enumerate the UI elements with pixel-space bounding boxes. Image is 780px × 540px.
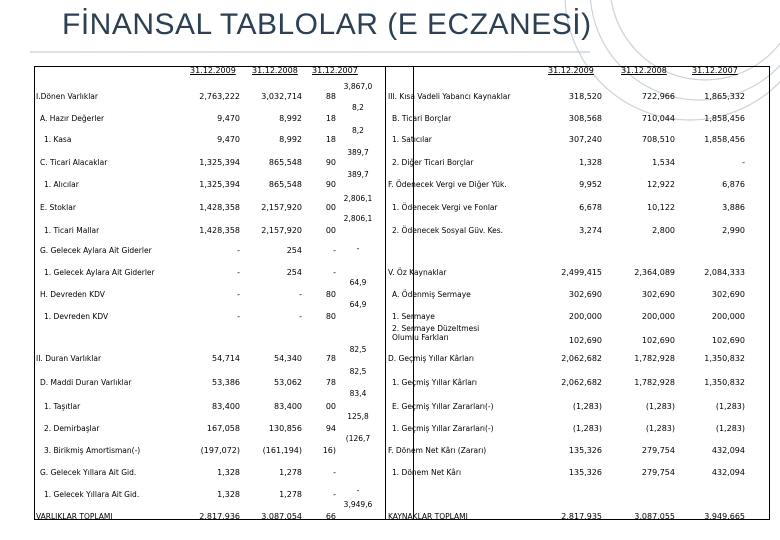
asset-value-2008: 254 bbox=[286, 268, 302, 277]
asset-value-2008: 1,278 bbox=[279, 490, 302, 499]
asset-value-2008: 254 bbox=[286, 246, 302, 255]
overflow-fragment: 8,2 bbox=[352, 103, 364, 112]
liability-value-2009: 135,326 bbox=[568, 446, 602, 455]
liability-value-2009: 6,678 bbox=[579, 203, 602, 212]
asset-label: 1. Gelecek Yıllara Ait Gid. bbox=[44, 490, 140, 499]
liability-label: E. Geçmiş Yıllar Zararları(-) bbox=[392, 402, 494, 411]
liability-value-2007: 2,990 bbox=[722, 226, 745, 235]
liability-value-2009: (1,283) bbox=[572, 402, 602, 411]
liabilities-header-2008: 31.12.2008 bbox=[621, 66, 667, 75]
liability-value-2009: 1,328 bbox=[579, 158, 602, 167]
overflow-fragment: 125,8 bbox=[347, 412, 369, 421]
liability-value-2009: 2,817,935 bbox=[561, 512, 602, 521]
liability-value-2008: 200,000 bbox=[641, 312, 675, 321]
asset-value-2009: 9,470 bbox=[217, 135, 240, 144]
liability-value-2008: 12,922 bbox=[647, 180, 675, 189]
asset-value-2008: 130,856 bbox=[268, 424, 302, 433]
liability-label: 2. Ödenecek Sosyal Güv. Kes. bbox=[392, 226, 504, 235]
liability-value-2007: 3,886 bbox=[722, 203, 745, 212]
asset-label: E. Stoklar bbox=[40, 203, 76, 212]
liability-label: D. Geçmiş Yıllar Kârları bbox=[388, 354, 474, 363]
asset-value-2007: 90 bbox=[325, 180, 336, 189]
asset-value-2008: 1,278 bbox=[279, 468, 302, 477]
liability-value-2009: 135,326 bbox=[568, 468, 602, 477]
liability-value-2007: 1,858,456 bbox=[704, 135, 745, 144]
asset-value-2009: 1,328 bbox=[217, 468, 240, 477]
liability-value-2007: - bbox=[742, 158, 745, 167]
asset-value-2008: - bbox=[299, 290, 302, 299]
asset-value-2008: 2,157,920 bbox=[261, 203, 302, 212]
liability-value-2008: 102,690 bbox=[641, 336, 675, 345]
overflow-fragment: - bbox=[356, 486, 360, 495]
liability-value-2007: 1,865,332 bbox=[704, 92, 745, 101]
asset-value-2008: (161,194) bbox=[262, 446, 302, 455]
asset-label: D. Maddi Duran Varlıklar bbox=[40, 378, 132, 387]
liability-value-2009: 2,062,682 bbox=[561, 378, 602, 387]
liability-value-2009: 102,690 bbox=[568, 336, 602, 345]
asset-label: A. Hazır Değerler bbox=[40, 114, 105, 123]
asset-label: 1. Taşıtlar bbox=[44, 402, 81, 411]
assets-header-2007: 31.12.2007 bbox=[312, 66, 358, 75]
asset-value-2007: - bbox=[333, 268, 336, 277]
liability-value-2007: (1,283) bbox=[715, 402, 745, 411]
liability-label: V. Öz Kaynaklar bbox=[388, 268, 447, 277]
asset-value-2009: - bbox=[237, 290, 240, 299]
liability-value-2009: 302,690 bbox=[568, 290, 602, 299]
liability-label: 2. Sermaye Düzeltmesi Olumlu Farkları bbox=[392, 324, 480, 342]
liability-value-2008: 279,754 bbox=[641, 446, 675, 455]
asset-value-2009: - bbox=[237, 246, 240, 255]
liability-value-2008: (1,283) bbox=[645, 424, 675, 433]
asset-value-2007: 18 bbox=[325, 114, 336, 123]
assets-header-2008: 31.12.2008 bbox=[252, 66, 298, 75]
asset-value-2009: - bbox=[237, 312, 240, 321]
liability-value-2009: 2,499,415 bbox=[561, 268, 602, 277]
overflow-fragment: 82,5 bbox=[349, 345, 367, 354]
asset-value-2007: 80 bbox=[325, 290, 336, 299]
asset-label: VARLIKLAR TOPLAMI bbox=[36, 512, 113, 521]
asset-label: II. Duran Varlıklar bbox=[36, 354, 102, 363]
asset-label: 3. Birikmiş Amortisman(-) bbox=[44, 446, 141, 455]
asset-value-2009: 2,817,936 bbox=[199, 512, 240, 521]
asset-value-2009: 1,428,358 bbox=[199, 226, 240, 235]
overflow-fragment: 83,4 bbox=[349, 389, 367, 398]
liability-value-2007: 6,876 bbox=[722, 180, 745, 189]
asset-value-2008: 865,548 bbox=[268, 158, 302, 167]
liability-label: 1. Satıcılar bbox=[392, 135, 432, 144]
liability-value-2007: 1,350,832 bbox=[704, 354, 745, 363]
liability-value-2007: (1,283) bbox=[715, 424, 745, 433]
asset-label: H. Devreden KDV bbox=[40, 290, 105, 299]
liability-value-2007: 1,858,456 bbox=[704, 114, 745, 123]
liability-value-2009: 9,952 bbox=[579, 180, 602, 189]
liability-value-2008: 2,364,089 bbox=[634, 268, 675, 277]
liability-value-2007: 302,690 bbox=[711, 290, 745, 299]
asset-value-2007: - bbox=[333, 246, 336, 255]
asset-label: C. Ticari Alacaklar bbox=[40, 158, 108, 167]
liability-value-2009: (1,283) bbox=[572, 424, 602, 433]
overflow-fragment: 389,7 bbox=[347, 170, 369, 179]
asset-value-2008: 8,992 bbox=[279, 114, 302, 123]
asset-value-2007: 16) bbox=[322, 446, 336, 455]
asset-value-2008: - bbox=[299, 312, 302, 321]
liability-label: 1. Geçmiş Yıllar Kârları bbox=[392, 378, 477, 387]
overflow-fragment: 389,7 bbox=[347, 148, 369, 157]
liability-value-2007: 3,949,665 bbox=[704, 512, 745, 521]
asset-value-2009: 167,058 bbox=[206, 424, 240, 433]
asset-value-2009: 1,428,358 bbox=[199, 203, 240, 212]
asset-value-2009: 83,400 bbox=[212, 402, 240, 411]
liability-value-2008: 2,800 bbox=[652, 226, 675, 235]
liability-value-2008: 1,782,928 bbox=[634, 378, 675, 387]
overflow-fragment: 3,867,0 bbox=[343, 82, 373, 91]
overflow-fragment: 8,2 bbox=[352, 126, 364, 135]
asset-value-2007: 78 bbox=[325, 354, 336, 363]
asset-label: I.Dönen Varlıklar bbox=[36, 92, 98, 101]
asset-label: G. Gelecek Aylara Ait Giderler bbox=[40, 246, 152, 255]
liability-label: 1. Dönem Net Kârı bbox=[392, 468, 462, 477]
asset-value-2008: 53,062 bbox=[274, 378, 302, 387]
liability-value-2009: 318,520 bbox=[568, 92, 602, 101]
asset-label: 1. Alıcılar bbox=[44, 180, 79, 189]
liability-label: 1. Sermaye bbox=[392, 312, 435, 321]
asset-value-2009: 1,325,394 bbox=[199, 180, 240, 189]
liability-value-2008: 1,534 bbox=[652, 158, 675, 167]
asset-value-2007: 88 bbox=[325, 92, 336, 101]
liability-label: KAYNAKLAR TOPLAMI bbox=[388, 512, 468, 521]
asset-value-2008: 2,157,920 bbox=[261, 226, 302, 235]
liability-value-2008: 722,966 bbox=[641, 92, 675, 101]
liability-value-2009: 308,568 bbox=[568, 114, 602, 123]
liability-label: B. Ticari Borçlar bbox=[392, 114, 452, 123]
asset-value-2009: (197,072) bbox=[200, 446, 240, 455]
liability-value-2007: 200,000 bbox=[711, 312, 745, 321]
liability-value-2009: 2,062,682 bbox=[561, 354, 602, 363]
asset-value-2009: 2,763,222 bbox=[199, 92, 240, 101]
liabilities-header-2009: 31.12.2009 bbox=[548, 66, 594, 75]
asset-label: 2. Demirbaşlar bbox=[44, 424, 100, 433]
liability-value-2008: 3,087,055 bbox=[634, 512, 675, 521]
asset-label: G. Gelecek Yıllara Ait Gid. bbox=[40, 468, 137, 477]
liability-value-2009: 307,240 bbox=[568, 135, 602, 144]
overflow-fragment: 82,5 bbox=[349, 367, 367, 376]
liability-value-2008: 10,122 bbox=[647, 203, 675, 212]
liability-value-2007: 102,690 bbox=[711, 336, 745, 345]
overflow-fragment: 3,949,6 bbox=[343, 500, 373, 509]
asset-value-2007: 94 bbox=[325, 424, 336, 433]
asset-value-2007: 90 bbox=[325, 158, 336, 167]
overflow-fragment: 64,9 bbox=[349, 278, 367, 287]
asset-value-2007: 00 bbox=[325, 203, 336, 212]
liability-label: F. Dönem Net Kârı (Zararı) bbox=[388, 446, 487, 455]
liability-value-2008: 708,510 bbox=[641, 135, 675, 144]
liability-label: III. Kısa Vadeli Yabancı Kaynaklar bbox=[388, 92, 511, 101]
asset-value-2009: 9,470 bbox=[217, 114, 240, 123]
asset-value-2009: - bbox=[237, 268, 240, 277]
page-title: FİNANSAL TABLOLAR (E ECZANESİ) bbox=[62, 8, 592, 41]
liability-value-2008: 279,754 bbox=[641, 468, 675, 477]
asset-value-2009: 54,714 bbox=[212, 354, 240, 363]
assets-header-2009: 31.12.2009 bbox=[190, 66, 236, 75]
asset-value-2007: 18 bbox=[325, 135, 336, 144]
liability-value-2009: 3,274 bbox=[579, 226, 602, 235]
asset-value-2008: 54,340 bbox=[274, 354, 302, 363]
asset-label: 1. Kasa bbox=[44, 135, 72, 144]
liability-label: F. Ödenecek Vergi ve Diğer Yük. bbox=[388, 180, 507, 189]
asset-value-2007: 00 bbox=[325, 402, 336, 411]
liability-label: 1. Geçmiş Yıllar Zararları(-) bbox=[392, 424, 494, 433]
asset-value-2008: 865,548 bbox=[268, 180, 302, 189]
asset-value-2007: 80 bbox=[325, 312, 336, 321]
overflow-fragment: (126,7 bbox=[345, 434, 371, 443]
asset-value-2007: 00 bbox=[325, 226, 336, 235]
liability-label: 1. Ödenecek Vergi ve Fonlar bbox=[392, 203, 498, 212]
overflow-fragment: 2,806,1 bbox=[343, 194, 373, 203]
liability-value-2008: (1,283) bbox=[645, 402, 675, 411]
liability-value-2008: 710,044 bbox=[641, 114, 675, 123]
liability-label: A. Ödenmiş Sermaye bbox=[392, 290, 471, 299]
asset-value-2009: 1,325,394 bbox=[199, 158, 240, 167]
liability-value-2008: 1,782,928 bbox=[634, 354, 675, 363]
overflow-fragment: 64,9 bbox=[349, 300, 367, 309]
asset-value-2007: - bbox=[333, 490, 336, 499]
asset-value-2007: - bbox=[333, 468, 336, 477]
liability-label: 2. Diğer Ticari Borçlar bbox=[392, 158, 474, 167]
liability-value-2007: 2,084,333 bbox=[704, 268, 745, 277]
asset-label: 1. Ticari Mallar bbox=[44, 226, 100, 235]
overflow-fragment: 2,806,1 bbox=[343, 214, 373, 223]
liabilities-header-2007: 31.12.2007 bbox=[692, 66, 738, 75]
liability-value-2007: 1,350,832 bbox=[704, 378, 745, 387]
asset-value-2008: 8,992 bbox=[279, 135, 302, 144]
asset-value-2008: 3,032,714 bbox=[261, 92, 302, 101]
asset-value-2008: 83,400 bbox=[274, 402, 302, 411]
liability-value-2009: 200,000 bbox=[568, 312, 602, 321]
asset-label: 1. Devreden KDV bbox=[44, 312, 109, 321]
asset-value-2007: 78 bbox=[325, 378, 336, 387]
asset-value-2008: 3,087,054 bbox=[261, 512, 302, 521]
liability-value-2008: 302,690 bbox=[641, 290, 675, 299]
asset-value-2007: 66 bbox=[325, 512, 336, 521]
asset-value-2009: 53,386 bbox=[212, 378, 240, 387]
asset-value-2009: 1,328 bbox=[217, 490, 240, 499]
liability-value-2007: 432,094 bbox=[711, 468, 745, 477]
asset-label: 1. Gelecek Aylara Ait Giderler bbox=[44, 268, 155, 277]
overflow-fragment: - bbox=[356, 244, 360, 253]
liability-value-2007: 432,094 bbox=[711, 446, 745, 455]
